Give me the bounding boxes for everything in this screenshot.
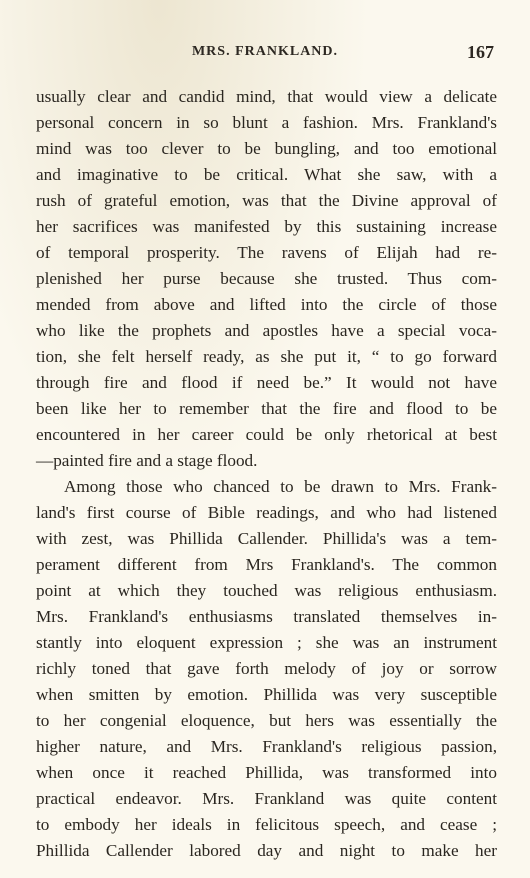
text-line: mind was too clever to be bungling, and too emotional: [36, 139, 497, 158]
text-line: to her congenial eloquence, but hers was essentially the: [36, 711, 497, 730]
text-line: stantly into eloquent expression ; she was an instrument: [36, 633, 497, 652]
text-line: land's first course of Bible readings, and who had listened: [36, 503, 497, 522]
text-line: usually clear and candid mind, that would view a delicate: [36, 87, 497, 106]
text-line: plenished her purse because she trusted. Thus com-: [36, 269, 497, 288]
body-text: [36, 84, 497, 864]
page-number: 167: [467, 42, 494, 62]
text-line: of temporal prosperity. The ravens of Elijah had re-: [36, 243, 497, 262]
text-line: higher nature, and Mrs. Frankland's religious passion,: [36, 737, 497, 756]
text-line: encountered in her career could be only rhetorical at best: [36, 425, 497, 444]
page-header: [36, 42, 494, 66]
text-line: tion, she felt herself ready, as she put it, “ to go forward: [36, 347, 497, 366]
text-line: when smitten by emotion. Phillida was very susceptible: [36, 685, 497, 704]
text-line: —painted fire and a stage flood.: [36, 451, 258, 470]
text-line: richly toned that gave forth melody of joy or sorrow: [36, 659, 497, 678]
text-line: point at which they touched was religious enthusiasm.: [36, 581, 497, 600]
paragraph-1: [36, 84, 497, 474]
text-line: Phillida Callender labored day and night to make her: [36, 841, 497, 860]
running-head: MRS. FRANKLAND.: [191, 44, 339, 59]
text-line: who like the prophets and apostles have a special voca-: [36, 321, 497, 340]
text-line: when once it reached Phillida, was transformed into: [36, 763, 497, 782]
text-line: personal concern in so blunt a fashion. Mrs. Frankland's: [36, 113, 497, 132]
text-line: her sacrifices was manifested by this sustaining increase: [36, 217, 497, 236]
text-line: with zest, was Phillida Callender. Phillida's was a tem-: [36, 529, 497, 548]
text-line: practical endeavor. Mrs. Frankland was quite content: [36, 789, 497, 808]
text-line: to embody her ideals in felicitous speech, and cease ;: [36, 815, 497, 834]
text-line: mended from above and lifted into the circle of those: [36, 295, 497, 314]
text-line: Mrs. Frankland's enthusiasms translated themselves in-: [36, 607, 497, 626]
text-line: rush of grateful emotion, was that the Divine approval of: [36, 191, 497, 210]
text-line: Among those who chanced to be drawn to Mrs. Frank-: [64, 477, 497, 496]
paragraph-2: [36, 474, 497, 864]
text-line: perament different from Mrs Frankland's. The common: [36, 555, 497, 574]
text-line: been like her to remember that the fire and flood to be: [36, 399, 497, 418]
text-line: through fire and flood if need be.” It would not have: [36, 373, 497, 392]
text-line: and imaginative to be critical. What she saw, with a: [36, 165, 497, 184]
